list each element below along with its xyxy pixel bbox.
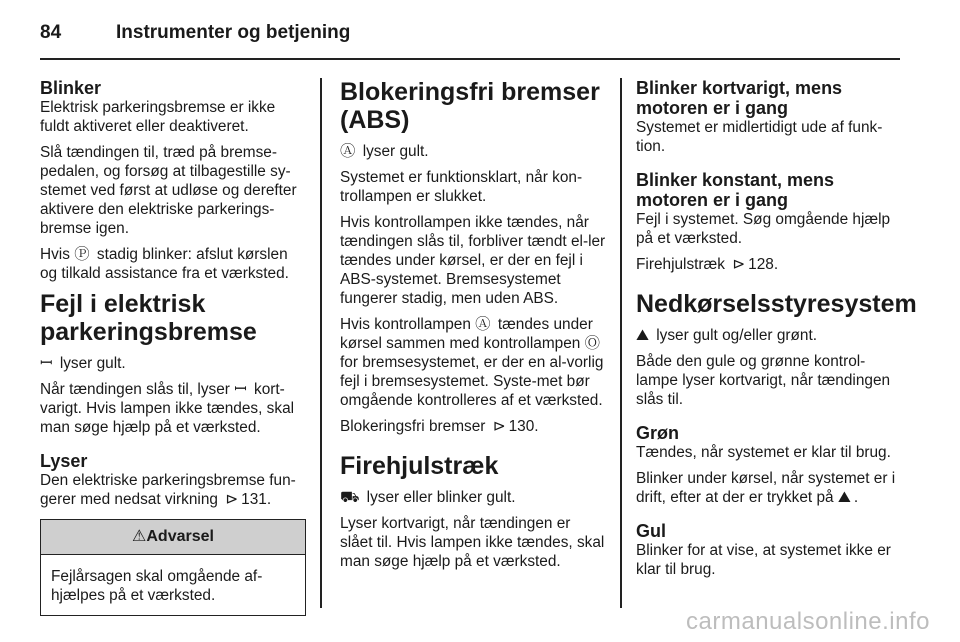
- heading-blinker-kortvarigt: Blinker kortvarigt, mens motoren er i gang: [636, 78, 843, 118]
- reference-arrow-icon: ⊳: [732, 256, 746, 273]
- fire-text-2: Lyser kortvarigt, når tændingen er slået til. Hvis lampen ikke tændes, skal man søge hjælp på et værksted.: [340, 515, 605, 570]
- gron-text-1: Tændes, når systemet er klar til brug.: [636, 444, 891, 461]
- heading-abs: Blokeringsfri bremser (ABS): [340, 78, 600, 134]
- brake-icon: Ⓞ: [584, 335, 601, 352]
- abs-text-2: Systemet er funktionsklart, når kon-trollampen er slukket.: [340, 169, 583, 205]
- section-title: Instrumenter og betjening: [116, 22, 351, 43]
- kort-text-1: Systemet er midlertidigt ude af funk-tion.: [636, 119, 883, 155]
- tool-icon: ꟷ: [234, 381, 247, 398]
- column-2: [340, 78, 606, 578]
- awd-icon: ⛟: [340, 489, 360, 506]
- fejl-text-1: ꟷ lyser gult.: [40, 355, 126, 372]
- page-ref[interactable]: 131.: [241, 491, 272, 508]
- warning-text: Fejlårsagen skal omgående af-hjælpes på et værksted.: [51, 568, 263, 604]
- page-ref[interactable]: 128.: [748, 256, 779, 273]
- abs-text-5: Blokeringsfri bremser ⊳ 130.: [340, 418, 539, 435]
- konst-text-1: Fejl i systemet. Søg omgående hjælp på et værksted.: [636, 211, 891, 247]
- heading-firehjulstraek: Firehjulstræk: [340, 452, 499, 480]
- fire-text-1: ⛟ lyser eller blinker gult.: [340, 489, 516, 506]
- warning-icon: ⚠: [132, 528, 147, 545]
- lyser-text-1: Den elektriske parkeringsbremse fun-gerer med nedsat virkning ⊳ 131.: [40, 472, 296, 508]
- warning-title: Advarsel: [146, 528, 214, 545]
- konst-text-2: Firehjulstræk ⊳ 128.: [636, 256, 779, 273]
- heading-fejl-parkeringsbremse: Fejl i elektrisk parkeringsbremse: [40, 290, 257, 346]
- blinker-text-1: Elektrisk parkeringsbremse er ikke fuldt aktiveret eller deaktiveret.: [40, 99, 276, 135]
- gron-text-2: Blinker under kørsel, når systemet er i drift, efter at der er trykket på ⛰ .: [636, 470, 896, 506]
- heading-blinker-konstant: Blinker konstant, mens motoren er i gang: [636, 170, 835, 210]
- tool-icon: ꟷ: [40, 355, 53, 372]
- page-ref[interactable]: 130.: [508, 418, 539, 435]
- column-divider-1: [320, 78, 322, 608]
- heading-gul: Gul: [636, 521, 666, 541]
- blinker-text-3: Hvis Ⓟ stadig blinker: afslut kørslen og tilkald assistance fra et værksted.: [40, 246, 289, 282]
- abs-icon: Ⓐ: [475, 316, 491, 333]
- blinker-text-2: Slå tændingen til, træd på bremse-pedalen, og forsøg at tilbagestille sy-stemet ved først at udløse og derefter aktivere den elektriske parkerings-bremse igen.: [40, 144, 297, 237]
- reference-arrow-icon: ⊳: [492, 418, 506, 435]
- gul-text-1: Blinker for at vise, at systemet ikke er klar til brug.: [636, 542, 891, 578]
- ned-text-1: ⛰ lyser gult og/eller grønt.: [636, 327, 818, 344]
- heading-blinker: Blinker: [40, 78, 102, 98]
- heading-nedkorsel: Nedkørselsstyresystem: [636, 290, 917, 318]
- abs-icon: Ⓐ: [340, 143, 356, 160]
- abs-text-3: Hvis kontrollampen ikke tændes, når tændingen slås til, forbliver tændt el-ler tændes under kørsel, er der en fejl i ABS-systemet. Bremsesystemet fungerer stadig, men uden ABS.: [340, 214, 606, 307]
- warning-box: [40, 519, 306, 616]
- reference-arrow-icon: ⊳: [225, 491, 239, 508]
- abs-text-1: Ⓐ lyser gult.: [340, 143, 429, 160]
- heading-gron: Grøn: [636, 423, 679, 443]
- column-divider-2: [620, 78, 622, 608]
- page-header: [40, 22, 350, 44]
- heading-lyser: Lyser: [40, 451, 88, 471]
- watermark: carmanualsonline.info: [686, 608, 930, 635]
- page-number: 84: [40, 22, 62, 43]
- hill-descent-icon: ⛰: [636, 327, 649, 344]
- parking-brake-icon: Ⓟ: [74, 246, 90, 263]
- column-1: [40, 78, 306, 616]
- fejl-text-2: Når tændingen slås til, lyser ꟷ kort-varigt. Hvis lampen ikke tændes, skal man søge hjælp på et værksted.: [40, 381, 295, 436]
- column-3: [636, 78, 917, 586]
- header-rule: [40, 58, 900, 60]
- ned-text-2: Både den gule og grønne kontrol-lampe lyser kortvarigt, når tændingen slås til.: [636, 353, 891, 408]
- abs-text-4: Hvis kontrollampen Ⓐ tændes under kørsel sammen med kontrollampen Ⓞ for bremsesystemet, er der en al-vorlig fejl i bremsesystemet. Syste-met bør omgående kontrolleres af et værksted.: [340, 316, 604, 409]
- warning-header: [41, 520, 305, 555]
- hill-descent-icon: ⛰: [837, 489, 851, 506]
